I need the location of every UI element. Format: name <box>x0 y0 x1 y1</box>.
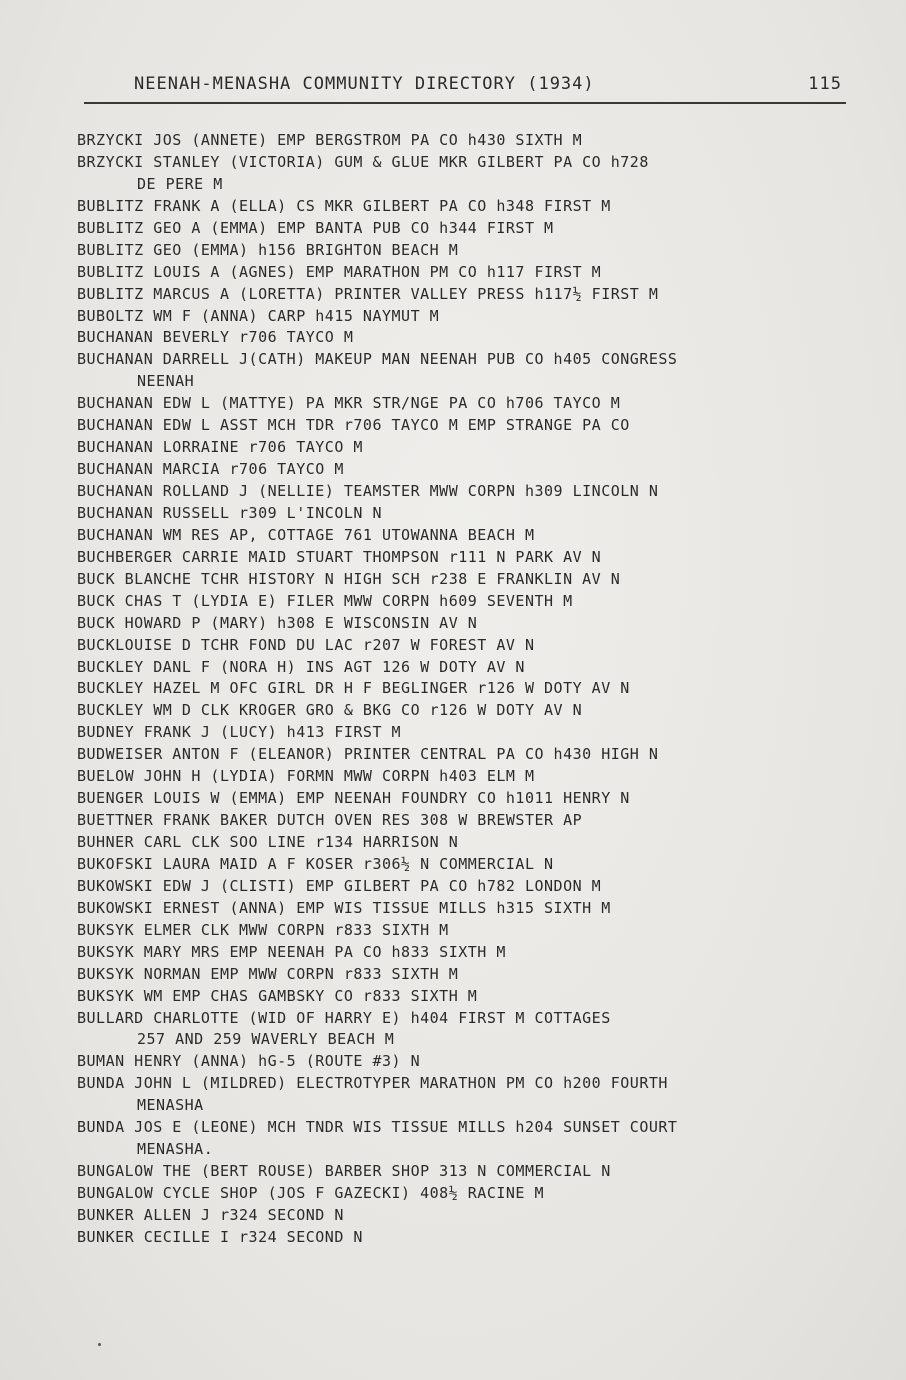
directory-entry: BUETTNER FRANK BAKER DUTCH OVEN RES 308 W BREWSTER AP <box>77 811 583 830</box>
directory-entry: BUNDA JOS E (LEONE) MCH TNDR WIS TISSUE MILLS h204 SUNSET COURT <box>77 1118 678 1137</box>
header-rule <box>84 102 846 104</box>
directory-entry: BUNKER ALLEN J r324 SECOND N <box>77 1205 344 1224</box>
directory-entry: BUCHANAN MARCIA r706 TAYCO M <box>77 460 344 479</box>
directory-entry: BUCHANAN LORRAINE r706 TAYCO M <box>77 438 363 457</box>
directory-entry: BUMAN HENRY (ANNA) hG-5 (ROUTE #3) N <box>77 1052 421 1071</box>
directory-entry: BUKOWSKI ERNEST (ANNA) EMP WIS TISSUE MILLS h315 SIXTH M <box>77 898 611 917</box>
directory-entry: BUCKLEY DANL F (NORA H) INS AGT 126 W DOTY AV N <box>77 657 525 676</box>
directory-entry: BUKSYK ELMER CLK MWW CORPN r833 SIXTH M <box>77 920 449 939</box>
entry-continuation-line: MENASHA. <box>137 1140 214 1159</box>
page-title: NEENAH-MENASHA COMMUNITY DIRECTORY (1934) <box>134 74 595 94</box>
directory-entry: BULLARD CHARLOTTE (WID OF HARRY E) h404 FIRST M COTTAGES <box>77 1008 611 1027</box>
directory-entry: BUCK BLANCHE TCHR HISTORY N HIGH SCH r238 E FRANKLIN AV N <box>77 569 621 588</box>
directory-entry: BUCHANAN EDW L (MATTYE) PA MKR STR/NGE PA CO h706 TAYCO M <box>77 394 621 413</box>
directory-entry: BUCK HOWARD P (MARY) h308 E WISCONSIN AV N <box>77 613 478 632</box>
directory-entry: BUDWEISER ANTON F (ELEANOR) PRINTER CENTRAL PA CO h430 HIGH N <box>77 745 659 764</box>
directory-entry: BRZYCKI JOS (ANNETE) EMP BERGSTROM PA CO h430 SIXTH M <box>77 131 583 149</box>
directory-entry: BUCHBERGER CARRIE MAID STUART THOMPSON r111 N PARK AV N <box>77 547 602 566</box>
entry-continuation-line: NEENAH <box>137 372 195 391</box>
directory-entry: BUCKLOUISE D TCHR FOND DU LAC r207 W FOREST AV N <box>77 635 535 654</box>
entry-continuation-line: DE PERE M <box>137 174 223 193</box>
directory-entry: BUCHANAN ROLLAND J (NELLIE) TEAMSTER MWW CORPN h309 LINCOLN N <box>77 482 659 500</box>
directory-entry: BUKSYK MARY MRS EMP NEENAH PA CO h833 SIXTH M <box>77 942 506 961</box>
directory-entry: BUELOW JOHN H (LYDIA) FORMN MWW CORPN h403 ELM M <box>77 767 535 786</box>
entry-continuation-line: 257 AND 259 WAVERLY BEACH M <box>137 1030 395 1049</box>
page-header <box>84 74 846 100</box>
directory-entry: BUCHANAN WM RES AP, COTTAGE 761 UTOWANNA BEACH M <box>77 525 535 544</box>
page-number: 115 <box>808 74 842 94</box>
directory-entry: BUCHANAN BEVERLY r706 TAYCO M <box>77 328 354 347</box>
directory-entry: BUCHANAN DARRELL J(CATH) MAKEUP MAN NEENAH PUB CO h405 CONGRESS <box>77 350 678 369</box>
directory-entry: BUBLITZ MARCUS A (LORETTA) PRINTER VALLEY PRESS h117½ FIRST M <box>77 284 659 303</box>
directory-entry: BUBLITZ FRANK A (ELLA) CS MKR GILBERT PA CO h348 FIRST M <box>77 196 611 215</box>
directory-entry: BUENGER LOUIS W (EMMA) EMP NEENAH FOUNDRY CO h1011 HENRY N <box>77 789 630 808</box>
directory-entry: BUNGALOW THE (BERT ROUSE) BARBER SHOP 313 N COMMERCIAL N <box>77 1162 611 1181</box>
directory-entry: BUNKER CECILLE I r324 SECOND N <box>77 1227 363 1246</box>
entry-continuation-line: MENASHA <box>137 1096 204 1115</box>
directory-entry: BUKOFSKI LAURA MAID A F KOSER r306½ N COMMERCIAL N <box>77 854 554 873</box>
directory-entry: BUKOWSKI EDW J (CLISTI) EMP GILBERT PA CO h782 LONDON M <box>77 876 602 895</box>
directory-entry: BUNGALOW CYCLE SHOP (JOS F GAZECKI) 408½ RACINE M <box>77 1184 545 1202</box>
directory-entry: BUKSYK WM EMP CHAS GAMBSKY CO r833 SIXTH M <box>77 986 478 1005</box>
directory-entries <box>77 130 867 1249</box>
directory-entry: BUHNER CARL CLK SOO LINE r134 HARRISON N <box>77 833 459 851</box>
directory-entry: BUNDA JOHN L (MILDRED) ELECTROTYPER MARATHON PM CO h200 FOURTH <box>77 1074 668 1093</box>
directory-entry: BUBLITZ LOUIS A (AGNES) EMP MARATHON PM CO h117 FIRST M <box>77 262 602 281</box>
directory-entry: BRZYCKI STANLEY (VICTORIA) GUM & GLUE MKR GILBERT PA CO h728 <box>77 152 649 171</box>
paper-speck <box>98 1343 101 1346</box>
directory-entry: BUCK CHAS T (LYDIA E) FILER MWW CORPN h609 SEVENTH M <box>77 591 573 610</box>
directory-entry: BUDNEY FRANK J (LUCY) h413 FIRST M <box>77 723 402 742</box>
directory-entry: BUBLITZ GEO (EMMA) h156 BRIGHTON BEACH M <box>77 240 459 259</box>
directory-entry: BUBLITZ GEO A (EMMA) EMP BANTA PUB CO h344 FIRST M <box>77 218 554 237</box>
directory-entry: BUBOLTZ WM F (ANNA) CARP h415 NAYMUT M <box>77 306 440 325</box>
directory-entry: BUCHANAN RUSSELL r309 L'INCOLN N <box>77 503 382 522</box>
directory-entry: BUCKLEY HAZEL M OFC GIRL DR H F BEGLINGER r126 W DOTY AV N <box>77 679 630 698</box>
directory-entry: BUCKLEY WM D CLK KROGER GRO & BKG CO r126 W DOTY AV N <box>77 701 583 720</box>
directory-entry: BUCHANAN EDW L ASST MCH TDR r706 TAYCO M EMP STRANGE PA CO <box>77 416 630 435</box>
directory-entry: BUKSYK NORMAN EMP MWW CORPN r833 SIXTH M <box>77 964 459 983</box>
